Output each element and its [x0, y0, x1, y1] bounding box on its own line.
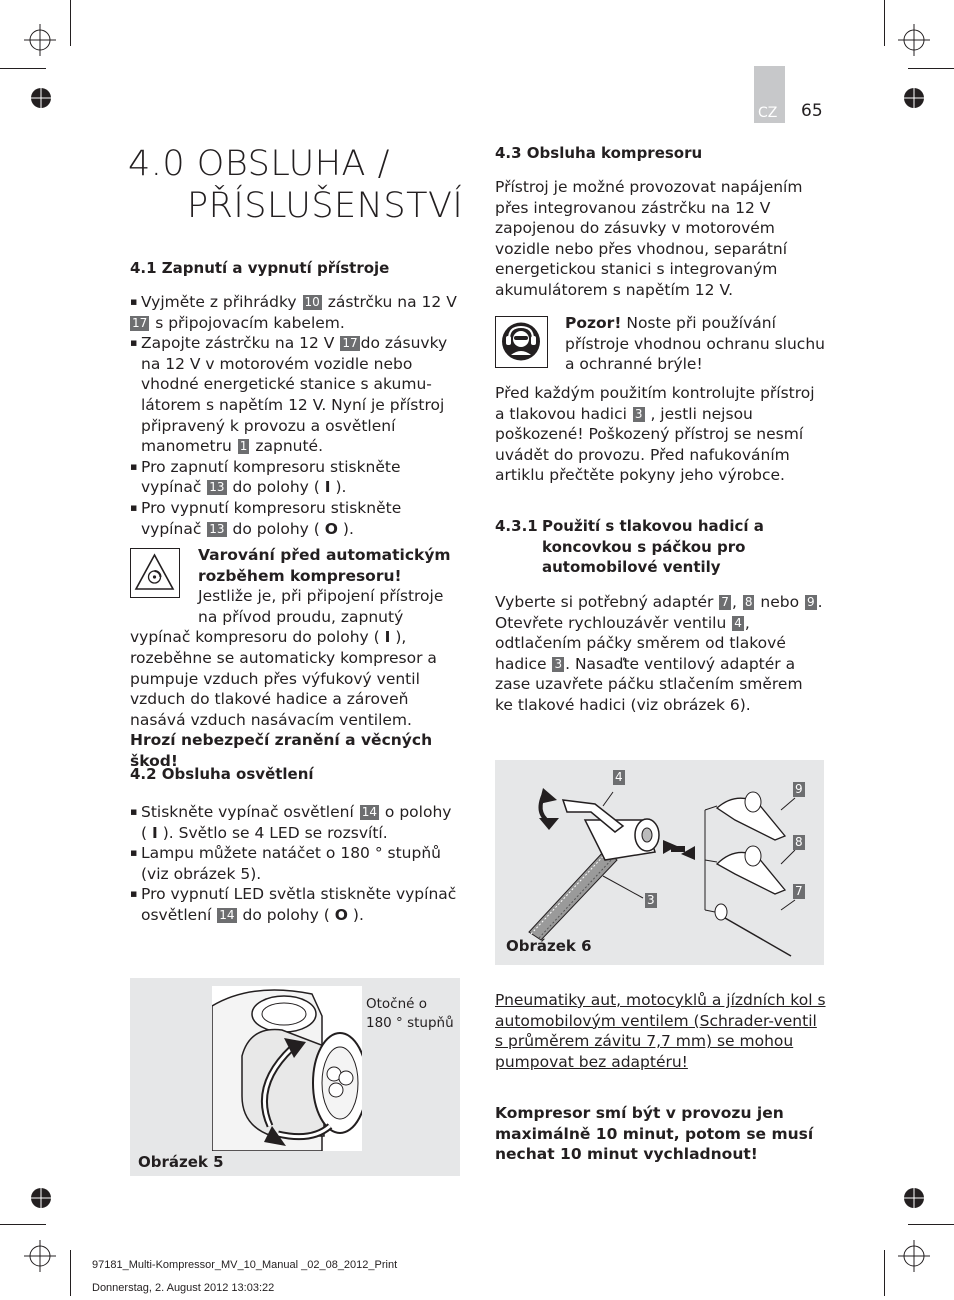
registration-mark-icon — [24, 1240, 56, 1272]
schrader-note: Pneumatiky aut, motocyklů a jízdních kol s automobilovým ventilem (Schrader-ventil s průměrem závitu 7,7 mm) se mohou pumpovat bez adaptéru! — [495, 991, 826, 1071]
caution-text: Pozor! Noste při používání přístroje vhodnou ochranu sluchu a ochranné brýle! — [565, 314, 825, 374]
ref-box: 3 — [554, 656, 563, 671]
ref-box: 17 — [342, 336, 358, 351]
figure-5 — [130, 978, 460, 1176]
section-4-3-heading: 4.3 Obsluha kompresoru — [495, 144, 703, 162]
page-title — [128, 143, 463, 227]
ref-box: 10 — [304, 295, 320, 309]
page-title-line1: 4.0 OBSLUHA / — [128, 144, 390, 184]
list-item: ▪ Zapojte zástrčku na 12 V 17 do zásuvky na 12 V v motorovém vozidle nebo vhodné energetické stanice s akumu-látorem s napětím 12 V. Nyní je přístroj připravený k provozu a osvětlení manometru 1 zapnuté. — [130, 333, 460, 457]
ref-box: 14 — [361, 805, 377, 819]
ref-box: 8 — [744, 595, 753, 609]
ref-box: 14 — [219, 907, 235, 922]
section-4-2-heading: 4.2 Obsluha osvětlení — [130, 765, 314, 783]
language-label: CZ — [758, 105, 778, 121]
page-number: 65 — [801, 101, 823, 121]
caution-icon-box — [495, 316, 548, 368]
label-4: 4 — [615, 770, 623, 784]
half-circle-mark-icon — [903, 87, 925, 109]
ref-box: 17 — [132, 315, 148, 330]
ref-box: 1 — [239, 439, 248, 454]
label-8: 8 — [795, 835, 803, 849]
print-footer — [92, 1254, 397, 1300]
half-circle-mark-icon — [903, 1187, 925, 1209]
registration-mark-icon — [898, 1240, 930, 1272]
label-9: 9 — [795, 782, 803, 796]
label-3: 3 — [647, 893, 655, 907]
list-item: ▪ Vyjměte z přihrádky 10 zástrčku na 12 V 17 s připojovacím kabelem. — [130, 292, 460, 333]
rotate-label: Otočné o 180 ° stupňů — [366, 996, 454, 1031]
section-4-1-list — [130, 292, 460, 539]
section-4-2-list — [130, 802, 460, 926]
list-item: ▪ Stiskněte vypínač osvětlení 14 o polohy ( I ). Světlo se 4 LED se rozsvítí. — [130, 802, 460, 843]
half-circle-mark-icon — [30, 87, 52, 109]
figure-6 — [495, 760, 824, 965]
ref-box: 13 — [209, 521, 225, 536]
ear-eye-protection-icon — [496, 317, 546, 366]
registration-mark-icon — [24, 24, 56, 56]
ref-box: 3 — [634, 406, 643, 421]
list-item: ▪ Pro zapnutí kompresoru stiskněte vypínač 13 do polohy ( I ). — [130, 457, 460, 498]
footer-filename: 97181_Multi-Kompressor_MV_10_Manual _02_08_2012_Print — [92, 1259, 398, 1271]
label-7: 7 — [795, 884, 803, 898]
section-4-3-1-paragraph: Vyberte si potřebný adaptér 7 , 8 nebo 9 . Otevřete rychlouzávěr ventilu 4 , odtlačením páčky směrem od tlakové hadice 3 . Nasaďte ventilový adaptér a zase uzavřete páčku stlačením směrem ke tlakové hadici (viz obrázek 6). — [495, 593, 823, 714]
list-item: ▪ Lampu můžete natáčet o 180 ° stupňů (viz obrázek 5). — [130, 843, 460, 884]
runtime-warning: Kompresor smí být v provozu jen maximálně 10 minut, potom se musí nechat 10 minut vychladnout! — [495, 1104, 814, 1164]
section-4-3-paragraph: Přístroj je možné provozovat napájením přes integrovanou zástrčku na 12 V zapojenou do zásuvky v motorovém vozidle nebo přes vhodnou, separátní energetickou stanici s integrovaným akumulátorem s napětím 12 V. — [495, 178, 803, 299]
ref-box: 13 — [209, 480, 225, 495]
half-circle-mark-icon — [30, 1187, 52, 1209]
figure-5-caption: Obrázek 5 — [138, 1153, 224, 1171]
ref-box: 4 — [734, 615, 742, 630]
language-tab — [754, 66, 785, 123]
hose-adapters-illustration — [495, 760, 824, 965]
warning-text: Varování před automatickým rozběhem kompresoru! Jestliže je, při připojení přístroje na přívod proudu, zapnutý vypínač kompresoru do polohy ( I ), rozeběhne se automaticky kompresor a pumpuje vzduch přes výfukový ventil vzduch do tlakové hadice a zároveň nasává vzduch nasávacím ventilem. Hrozí nebezpečí zranění a věcných škod! — [130, 546, 451, 770]
section-4-1-heading: 4.1 Zapnutí a vypnutí přístroje — [130, 259, 390, 277]
figure-6-caption: Obrázek 6 — [506, 937, 592, 955]
ref-box: 9 — [807, 595, 815, 609]
section-4-3-1-heading: 4.3.1 Použití s tlakovou hadicí a koncovkou s páčkou pro automobilové ventily — [495, 517, 764, 577]
list-item: ▪ Pro vypnutí LED světla stiskněte vypínač osvětlení 14 do polohy ( O ). — [130, 884, 460, 925]
page-title-line2: PŘÍSLUŠENSTVÍ — [187, 186, 464, 226]
section-4-3-check-paragraph: Před každým použitím kontrolujte přístroj a tlakovou hadici 3 , jestli nejsou poškozené! Poškozený přístroj se nesmí uvádět do provozu. Před nafukováním artiklu přečtěte pokyny jeho výrobce. — [495, 384, 815, 485]
ref-box: 7 — [721, 595, 729, 609]
registration-mark-icon — [898, 24, 930, 56]
list-item: ▪ Pro vypnutí kompresoru stiskněte vypínač 13 do polohy ( O ). — [130, 498, 460, 539]
footer-timestamp: Donnerstag, 2. August 2012 13:03:22 — [92, 1282, 275, 1294]
compressor-lamp-illustration — [212, 986, 362, 1151]
